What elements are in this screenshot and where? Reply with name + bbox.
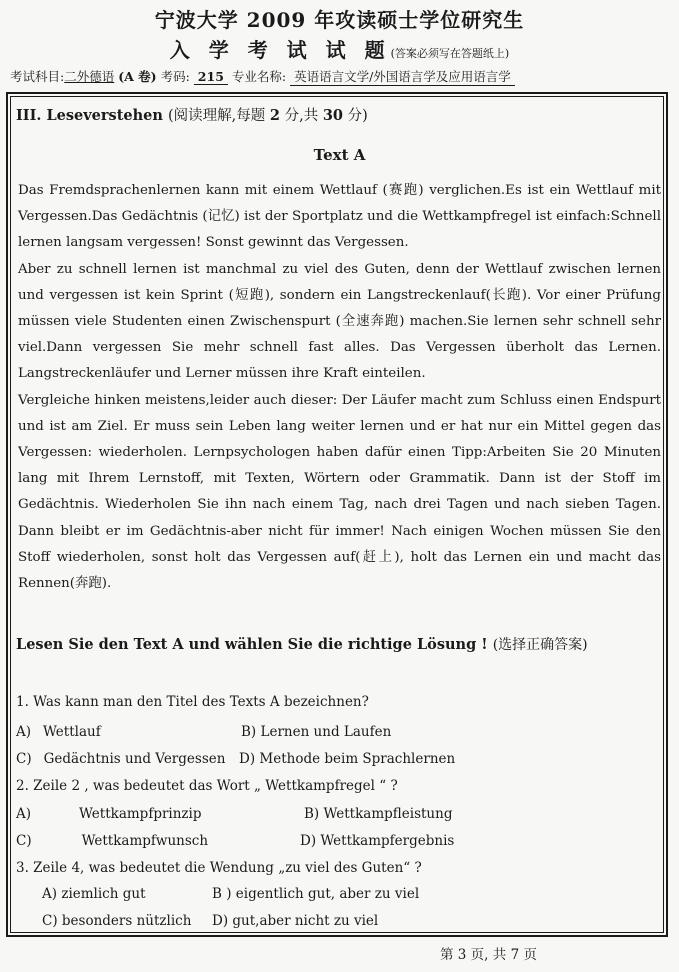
passage-paragraph: Aber zu schnell lernen ist manchmal zu viel des Guten, denn der Wettlauf zwischen lernen und vergessen ist kein Sprint (短跑), sondern ein Langstreckenlauf(长跑). Vor einer Prüfung müssen viele Studenten einen Zwischenspurt (全速奔跑) machen.Sie lernen sehr schnell sehr viel.Dann vergessen Sie mehr schnell fast alles. Das Vergessen überholt das Lernen. Langstreckenläufer und Lerner müssen ihre Kraft einteilen. — [18, 261, 661, 382]
instruction-note: (选择正确答案) — [492, 637, 588, 653]
text-a-title: Text A — [313, 146, 366, 164]
answer-option: A) Wettlauf — [16, 724, 101, 740]
exam-subtitle-text: 入 学 考 试 试 题 — [169, 38, 391, 62]
instruction-text: Lesen Sie den Text A und wählen Sie die richtige Lösung ! — [16, 636, 488, 653]
section-heading — [16, 104, 368, 125]
answer-option: D) gut,aber nicht zu viel — [212, 913, 379, 929]
exam-title: 宁波大学 2009 年攻读硕士学位研究生 — [154, 8, 525, 32]
subject-value: 二外德语 — [64, 69, 115, 84]
passage-paragraph: Das Fremdsprachenlernen kann mit einem Wettlauf (赛跑) verglichen.Es ist ein Wettlauf mit Vergessen.Das Gedächtnis (记忆) ist der Sportplatz und die Wettkampfregel ist einfach:Schnell lernen langsam vergessen! Sonst gewinnt das Vergessen. — [18, 183, 661, 251]
answer-option: D) Wettkampfergebnis — [300, 833, 455, 849]
answer-option: B) Lernen und Laufen — [241, 724, 392, 740]
paper-version: (A 卷) — [118, 69, 157, 84]
major-label: 专业名称: — [231, 69, 287, 84]
section-points-note: (阅读理解,每题 2 分,共 30 分) — [168, 107, 368, 124]
question-stem: 3. Zeile 4, was bedeutet die Wendung „zu viel des Guten“ ? — [16, 860, 422, 876]
exam-info-line — [10, 67, 515, 86]
question-stem: 1. Was kann man den Titel des Texts A bezeichnen? — [16, 694, 369, 710]
answer-option: B ) eigentlich gut, aber zu viel — [212, 886, 420, 902]
answer-option: A) ziemlich gut — [42, 886, 146, 902]
question-instruction — [16, 634, 588, 654]
reading-passage — [18, 178, 661, 597]
answer-option: C) besonders nützlich — [42, 913, 192, 929]
exam-subtitle — [0, 34, 679, 63]
answer-option: B) Wettkampfleistung — [304, 806, 453, 822]
major-value: 英语语言文学/外国语言学及应用语言学 — [290, 67, 515, 86]
code-label: 考码: — [160, 69, 190, 84]
passage-paragraph: Vergleiche hinken meistens,leider auch dieser: Der Läufer macht zum Schluss einen Endspurt und ist am Ziel. Er muss sein Leben lang weiter lernen und er hat nur ein Mittel gegen das Vergessen: wiederholen. Lernpsychologen haben dafür einen Tipp:Arbeiten Sie 20 Minuten lang mit Ihrem Lernstoff, mit Texten, Wörtern oder Grammatik. Dann ist der Stoff im Gedächtnis. Wiederholen Sie ihn nach einem Tag, nach drei Tagen und nach sieben Tagen. Dann bleibt er im Gedächtnis-aber nicht für immer! Nach einigen Wochen müssen Sie den Stoff wiederholen, sonst holt das Vergessen auf(赶上), holt das Lernen ein und macht das Rennen(奔跑). — [18, 392, 661, 592]
answer-option: C) Gedächtnis und Vergessen — [16, 751, 226, 767]
code-value: 215 — [194, 69, 228, 85]
answer-option: C) Wettkampfwunsch — [16, 833, 209, 849]
page-number: 第 3 页, 共 7 页 — [440, 947, 537, 963]
answer-sheet-note: (答案必须写在答题纸上) — [390, 47, 510, 60]
question-stem: 2. Zeile 2 , was bedeutet das Wort „ Wettkampfregel “ ? — [16, 778, 398, 794]
subject-label: 考试科目: — [10, 69, 65, 84]
answer-option: A) Wettkampfprinzip — [16, 806, 202, 822]
answer-option: D) Methode beim Sprachlernen — [239, 751, 456, 767]
section-title: III. Leseverstehen — [16, 107, 163, 124]
